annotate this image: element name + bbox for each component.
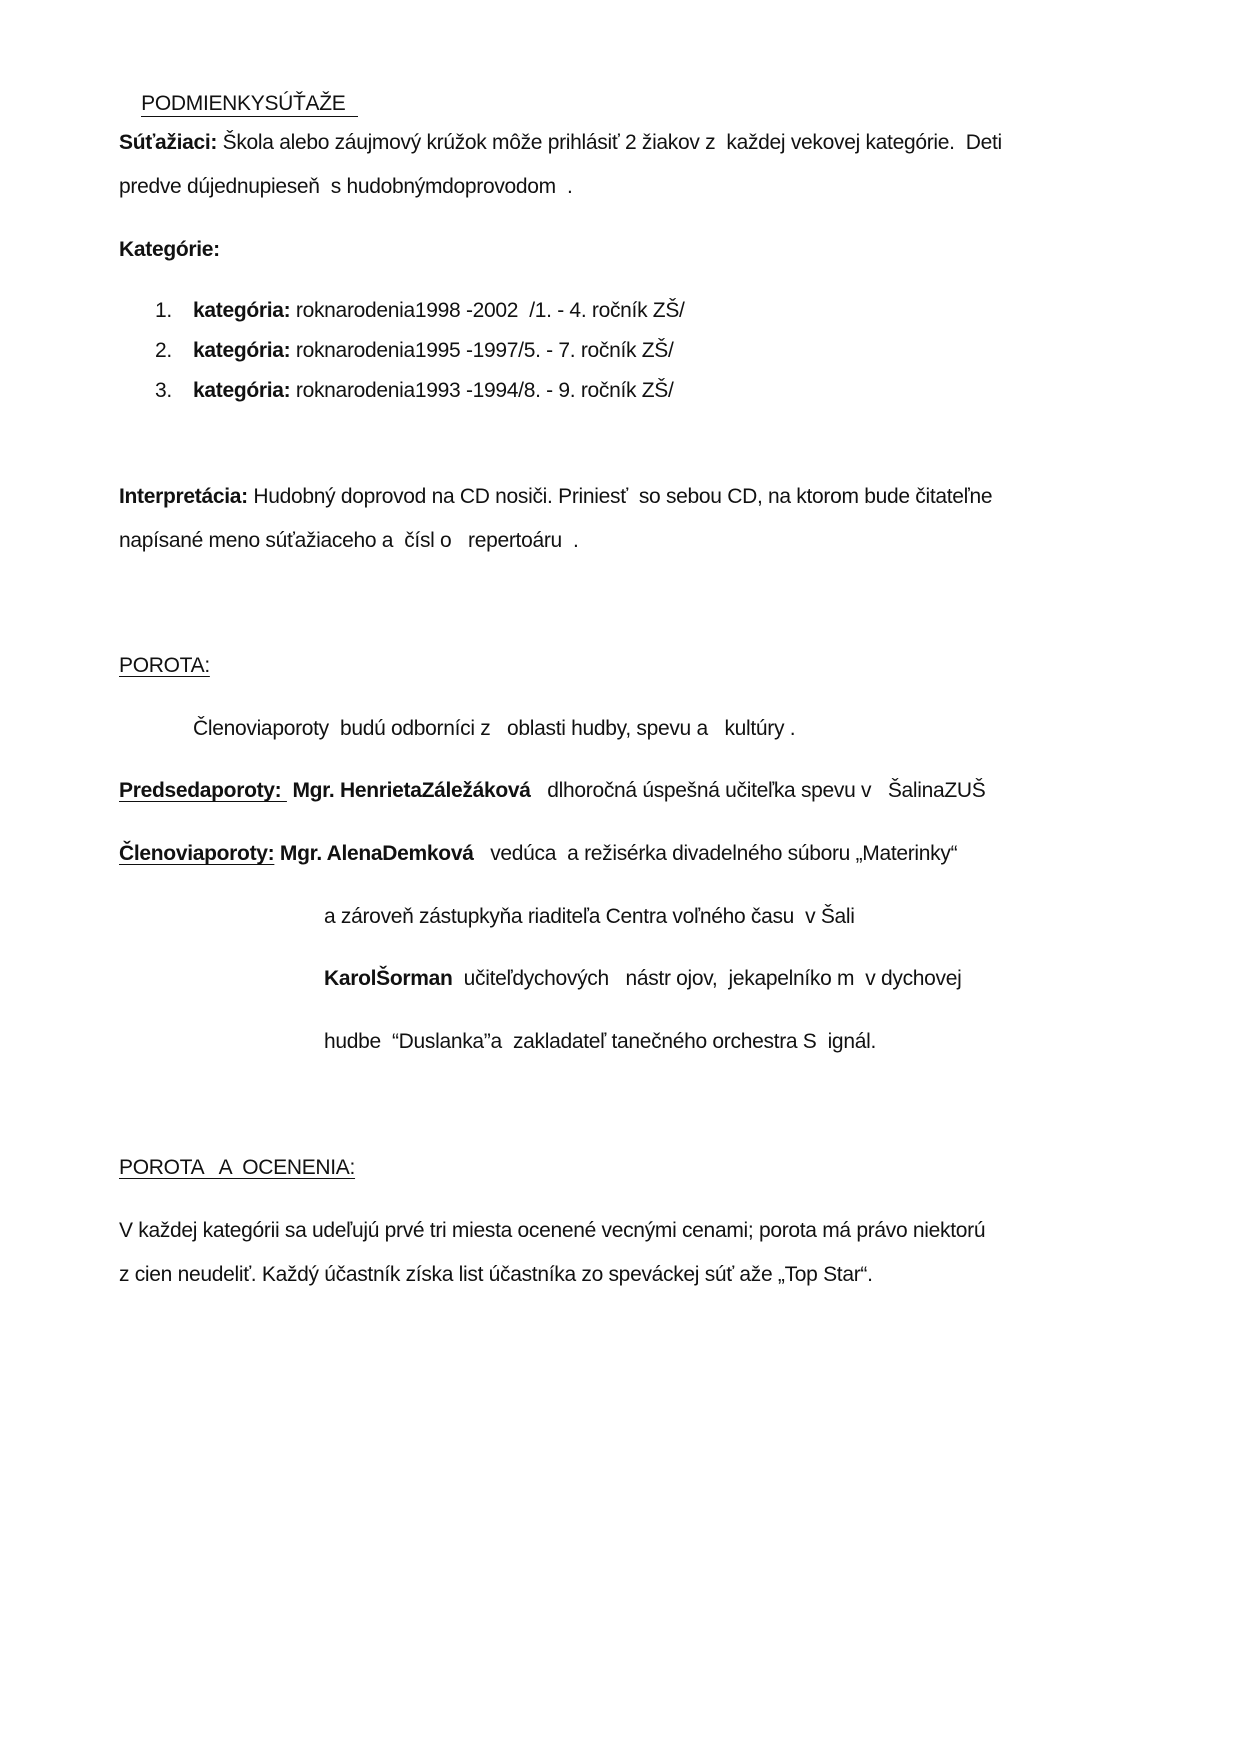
category-number: 3. [155,379,172,402]
category-item-2 [155,338,674,363]
awards-heading [119,1155,355,1180]
category-item-3 [155,378,674,403]
jury-member-2-line [324,966,962,991]
jury-member-2-desc-2: hudbe “Duslanka”a zakladateľ tanečného orchestra S ignál. [324,1030,876,1053]
awards-line-2: z cien neudeliť. Každý účastník získa list účastníka zo speváckej súť aže „Top Star“. [119,1263,873,1286]
category-number: 2. [155,339,172,362]
category-label: kategória: [193,299,291,322]
jury-member-2-name: KarolŠorman [324,967,453,990]
contestants-line-2: predve dújednupieseň s hudobnýmdoprovodom . [119,175,573,198]
category-number: 1. [155,299,172,322]
jury-chair-name: Mgr. HenrietaZáležáková [286,779,531,802]
jury-chair-label: Predsedaporoty: [119,779,287,802]
awards-line-1: V každej kategórii sa udeľujú prvé tri miesta ocenené vecnými cenami; porota má právo niektorú [119,1219,986,1242]
interpretation-text-1: Hudobný doprovod na CD nosiči. Priniesť so sebou CD, na ktorom bude čitateľne [247,485,993,508]
jury-member-1-desc-2: a zároveň zástupkyňa riaditeľa Centra voľného času v Šali [324,905,855,928]
category-text: roknarodenia1998 -2002 /1. - 4. ročník ZŠ/ [290,299,685,322]
category-label: kategória: [193,339,291,362]
category-label: kategória: [193,379,291,402]
category-item-1 [155,298,685,323]
jury-intro: Členoviaporoty budú odborníci z oblasti hudby, spevu a kultúry . [193,717,796,740]
jury-member-1-name: Mgr. AlenaDemková [274,842,474,865]
interpretation-line-2: napísané meno súťažiaceho a čísl o repertoáru . [119,529,579,552]
jury-heading [119,653,210,678]
category-text: roknarodenia1995 -1997/5. - 7. ročník ZŠ/ [290,339,674,362]
conditions-heading-text: PODMIENKYSÚŤAŽE [141,92,357,117]
jury-chair-line [119,778,986,803]
categories-heading [119,237,220,262]
contestants-text-1: Škola alebo záujmový krúžok môže prihlásiť 2 žiakov z každej vekovej kategórie. Deti [217,131,1002,154]
jury-member-1-desc: vedúca a režisérka divadelného súboru „Materinky“ [473,842,958,865]
category-text: roknarodenia1993 -1994/8. - 9. ročník ZŠ/ [290,379,674,402]
awards-heading-text: POROTA A OCENENIA: [119,1156,356,1179]
categories-heading-text: Kategórie: [119,238,220,261]
jury-heading-text: POROTA: [119,654,210,677]
jury-members-line [119,841,957,866]
interpretation-line-1 [119,484,992,509]
jury-chair-desc: dlhoročná úspešná učiteľka spevu v ŠalinaZUŠ [530,779,986,802]
contestants-label: Súťažiaci: [119,131,218,154]
jury-members-label: Členoviaporoty: [119,842,275,865]
interpretation-label: Interpretácia: [119,485,248,508]
contestants-line-1 [119,130,1002,155]
jury-member-2-desc: učiteľdychových nástr ojov, jekapelníko m v dychovej [452,967,962,990]
